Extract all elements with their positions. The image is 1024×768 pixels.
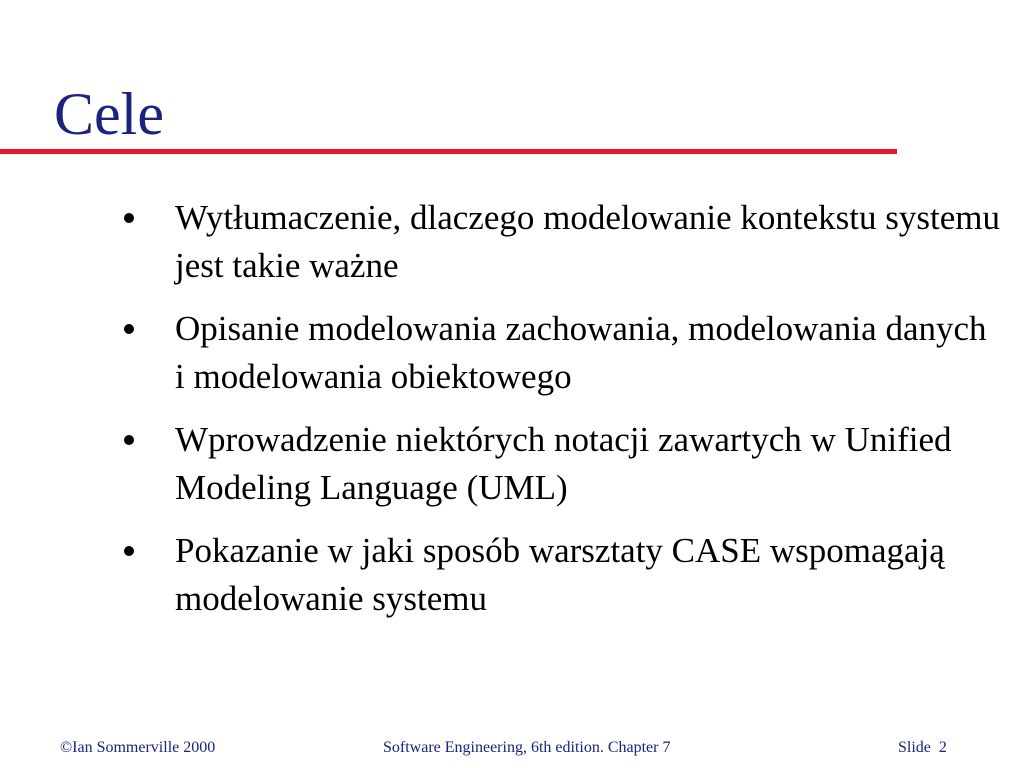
bullet-dot-icon [124, 435, 134, 445]
bullet-item [120, 194, 1000, 290]
slide-number: 2 [938, 739, 947, 756]
bullet-text: Pokazanie w jaki sposób warsztaty CASE wspomagają modelowanie systemu [175, 531, 945, 618]
bullet-dot-icon [124, 213, 134, 223]
footer-slide-number [898, 738, 947, 758]
bullet-text: Opisanie modelowania zachowania, modelowania danych i modelowania obiektowego [175, 309, 987, 396]
bullet-dot-icon [124, 324, 134, 334]
title-underline [0, 149, 897, 154]
bullet-item [120, 416, 1000, 512]
bullet-text: Wytłumaczenie, dlaczego modelowanie kontekstu systemu jest takie ważne [175, 198, 1000, 285]
bullet-item [120, 305, 1000, 401]
footer-book-title: Software Engineering, 6th edition. Chapter 7 [383, 739, 671, 756]
bullet-text: Wprowadzenie niektórych notacji zawartych w Unified Modeling Language (UML) [175, 420, 952, 507]
bullet-dot-icon [124, 546, 134, 556]
bullet-item [120, 527, 1000, 623]
slide-label: Slide [898, 739, 931, 756]
slide-title: Cele [54, 81, 164, 147]
bullet-list [120, 194, 1000, 638]
footer-copyright: ©Ian Sommerville 2000 [60, 739, 216, 756]
